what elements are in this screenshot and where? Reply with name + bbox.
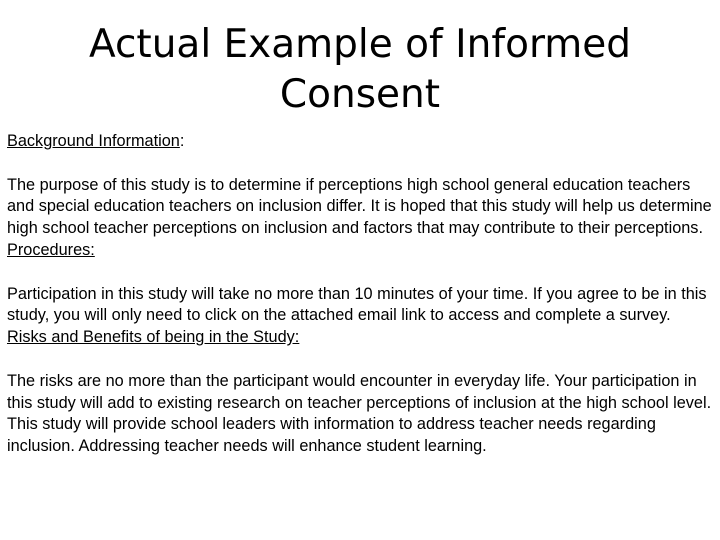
background-heading-colon: : xyxy=(179,132,185,150)
background-paragraph: The purpose of this study is to determine if perceptions high school general education teachers and special education teachers on inclusion differ. It is hoped that this study will help us determine high school teacher perceptions on inclusion and factors that may contribute to their perceptions. xyxy=(7,175,712,238)
spacer xyxy=(7,262,717,284)
consent-body xyxy=(7,131,717,458)
spacer xyxy=(7,349,717,371)
background-heading: Background Information xyxy=(7,132,180,150)
page-title-line-1: Actual Example of Informed xyxy=(88,22,632,67)
risks-heading: Risks and Benefits of being in the Study: xyxy=(7,328,300,347)
procedures-heading: Procedures: xyxy=(7,240,95,259)
risks-paragraph: The risks are no more than the participant would encounter in everyday life. Your participation in this study will add to existing research on teacher perceptions of inclusion at the high school level. This study will provide school leaders with information to address teacher needs regarding inclusion. Addressing teacher needs will enhance student learning. xyxy=(7,371,712,456)
procedures-paragraph: Participation in this study will take no more than 10 minutes of your time. If you agree to be in this study, you will only need to click on the attached email link to access and complete a survey. xyxy=(7,284,707,325)
spacer xyxy=(7,153,717,175)
background-heading-line xyxy=(7,131,717,153)
page-title xyxy=(0,20,720,120)
page-title-line-2: Consent xyxy=(279,72,441,117)
